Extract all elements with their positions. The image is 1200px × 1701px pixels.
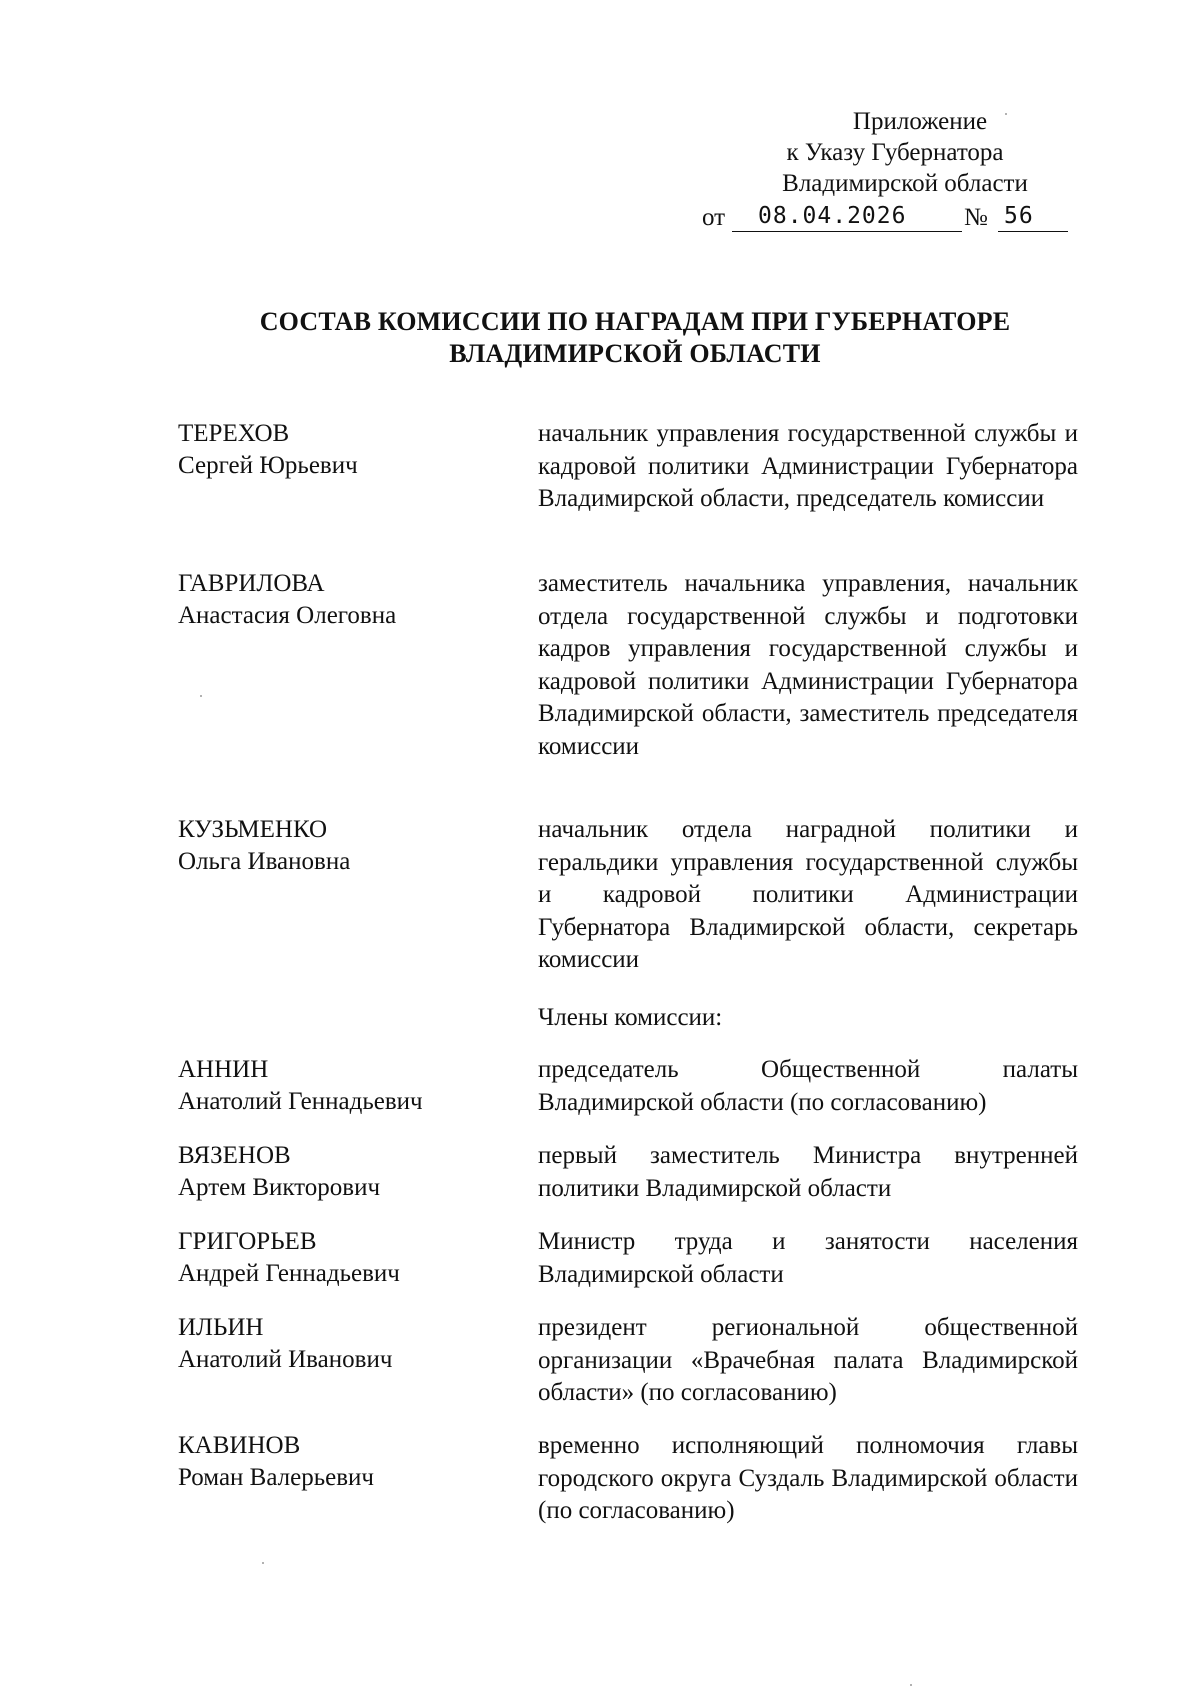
member-given-name: Сергей Юрьевич [178,452,358,479]
member-name [178,568,498,632]
member-given-name: Ольга Ивановна [178,848,351,875]
decree-number: 56 [998,201,1068,232]
member-surname: ВЯЗЕНОВ [178,1142,291,1169]
scan-speck [200,695,202,697]
member-surname: ГАВРИЛОВА [178,570,325,597]
scan-speck [910,1684,912,1686]
member-given-name: Анастасия Олеговна [178,602,397,629]
member-given-name: Артем Викторович [178,1174,381,1201]
member-surname: АННИН [178,1056,269,1083]
member-name [178,1054,498,1118]
member-role: начальник управления государственной службы и кадровой политики Администрации Губернатора Владимирской области, председатель комиссии [538,420,1078,512]
member-surname: ИЛЬИН [178,1314,264,1341]
member-name [178,1312,498,1376]
member-surname: КУЗЬМЕНКО [178,816,328,843]
appendix-region: Владимирской области [782,170,1028,197]
appendix-title: Приложение [852,108,988,135]
member-surname: ГРИГОРЬЕВ [178,1228,317,1255]
member-surname: КАВИНОВ [178,1432,301,1459]
member-name [178,1226,498,1290]
member-role: Министр труда и занятости населения Владимирской области [538,1228,1078,1288]
scan-speck [1005,113,1007,115]
member-name [178,1140,498,1204]
member-role: заместитель начальника управления, начальник отдела государственной службы и подготовки кадров управления государственной службы и кадровой политики Администрации Губернатора Владимирской области, заместитель председателя комиссии [538,570,1078,760]
member-given-name: Анатолий Иванович [178,1346,393,1373]
member-name [178,418,498,482]
member-given-name: Роман Валерьевич [178,1464,374,1491]
document-title [200,306,1070,370]
member-role: председатель Общественной палаты Владимирской области (по согласованию) [538,1056,1078,1116]
member-role: временно исполняющий полномочия главы городского округа Суздаль Владимирской области (по согласованию) [538,1432,1078,1524]
member-surname: ТЕРЕХОВ [178,420,290,447]
member-given-name: Анатолий Геннадьевич [178,1088,423,1115]
members-heading: Члены комиссии: [538,1004,723,1031]
member-given-name: Андрей Геннадьевич [178,1260,400,1287]
number-sign: № [964,204,988,231]
scan-speck [262,1562,264,1564]
date-from-label: от [702,204,726,231]
title-line-1: СОСТАВ КОМИССИИ ПО НАГРАДАМ ПРИ ГУБЕРНАТОРЕ [259,307,1011,336]
member-role: первый заместитель Министра внутренней политики Владимирской области [538,1142,1078,1202]
member-name [178,1430,498,1494]
appendix-decree-ref: к Указу Губернатора [786,139,1004,166]
decree-date: 08.04.2026 [732,201,962,232]
member-name [178,814,498,878]
title-line-2: ВЛАДИМИРСКОЙ ОБЛАСТИ [449,339,821,368]
member-role: начальник отдела наградной политики и геральдики управления государственной службы и кадровой политики Администрации Губернатора Владимирской области, секретарь комиссии [538,816,1078,973]
member-role: президент региональной общественной организации «Врачебная палата Владимирской области» (по согласованию) [538,1314,1078,1406]
